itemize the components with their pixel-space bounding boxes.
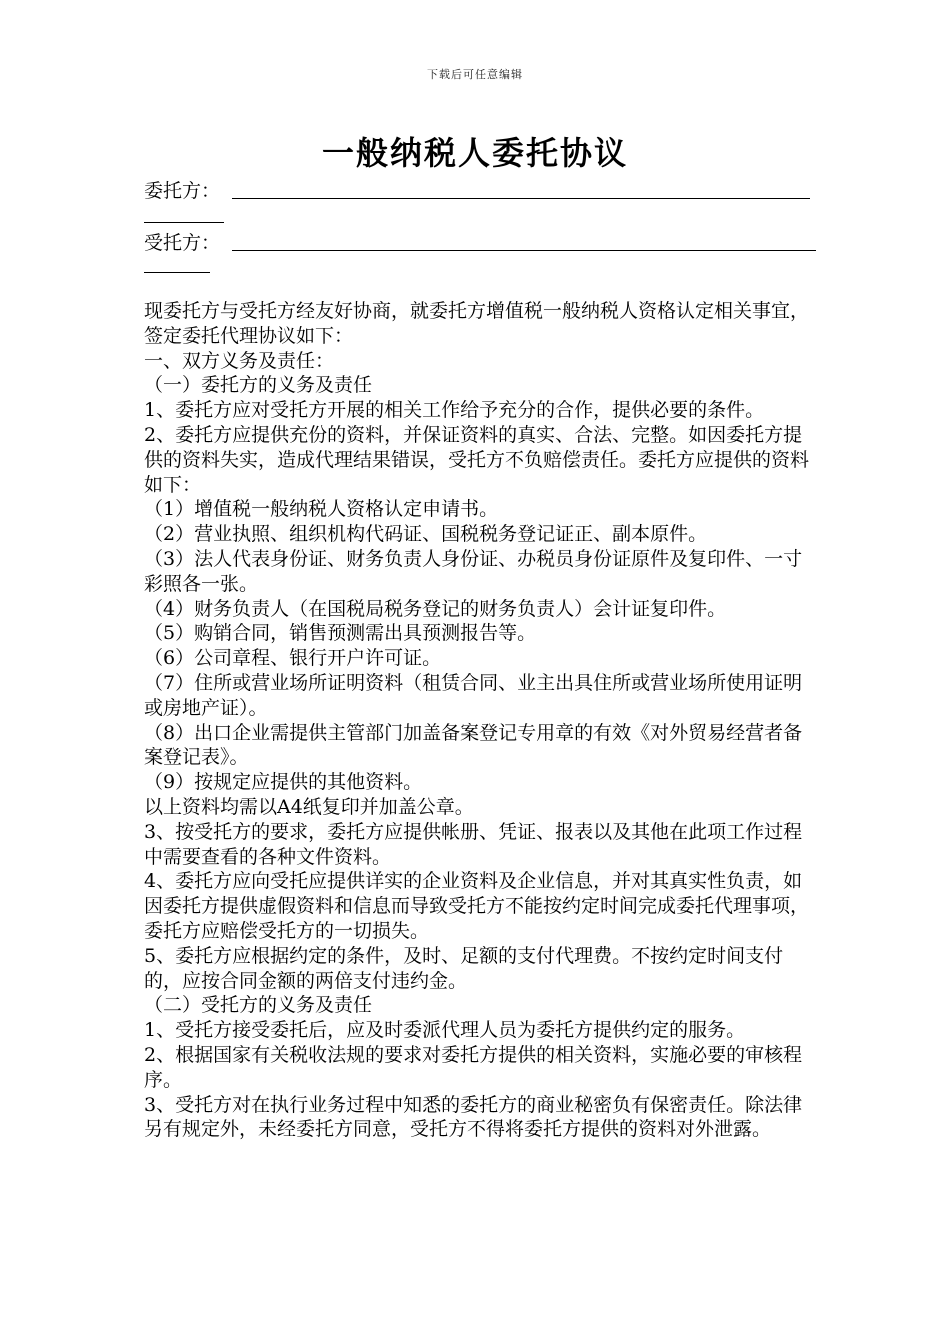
agreement-body <box>144 299 816 1142</box>
document-item-9: （9）按规定应提供的其他资料。 <box>144 771 423 794</box>
document-item-3: （3）法人代表身份证、财务负责人身份证、办税员身份证原件及复印件、一寸彩照各一张。 <box>144 547 803 595</box>
document-item-5: （5）购销合同，销售预测需出具预测报告等。 <box>144 622 537 645</box>
clause-agent-3: 3、受托方对在执行业务过程中知悉的委托方的商业秘密负有保密责任。除法律另有规定外，未经委托方同意，受托方不得将委托方提供的资料对外泄露。 <box>144 1093 803 1141</box>
clause-principal-5: 5、委托方应根据约定的条件，及时、足额的支付代理费。不按约定时间支付的，应按合同金额的两倍支付违约金。 <box>144 944 784 992</box>
agent-blank-line <box>232 250 816 251</box>
header-note: 下载后可任意编辑 <box>427 68 523 81</box>
subsection-heading-principal: （一）委托方的义务及责任 <box>144 374 373 397</box>
clause-principal-2: 2、委托方应提供充份的资料，并保证资料的真实、合法、完整。如因委托方提供的资料失实，造成代理结果错误，受托方不负赔偿责任。委托方应提供的资料如下： <box>144 423 810 496</box>
document-item-4: （4）财务负责人（在国税局税务登记的财务负责人）会计证复印件。 <box>144 597 727 620</box>
document-item-7: （7）住所或营业场所证明资料（租赁合同、业主出具住所或营业场所使用证明或房地产证）。 <box>144 671 803 719</box>
principal-blank-line-continued <box>144 222 224 223</box>
document-title: 一般纳税人委托协议 <box>321 134 628 172</box>
clause-principal-4: 4、委托方应向受托应提供详实的企业资料及企业信息，并对其真实性负责，如因委托方提供虚假资料和信息而导致受托方不能按约定时间完成委托代理事项，委托方应赔偿受托方的一切损失。 <box>144 870 810 942</box>
document-item-8: （8）出口企业需提供主管部门加盖备案登记专用章的有效《对外贸易经营者备案登记表》。 <box>144 721 803 769</box>
clause-agent-2: 2、根据国家有关税收法规的要求对委托方提供的相关资料，实施必要的审核程序。 <box>144 1043 803 1091</box>
principal-label: 委托方： <box>144 180 221 202</box>
paragraph-intro: 现委托方与受托方经友好协商，就委托方增值税一般纳税人资格认定相关事宜，签定委托代理协议如下： <box>144 300 810 347</box>
section-heading-obligations: 一、双方义务及责任： <box>144 349 335 372</box>
document-item-2: （2）营业执照、组织机构代码证、国税税务登记证正、副本原件。 <box>144 523 708 546</box>
document-item-6: （6）公司章程、银行开户许可证。 <box>144 647 442 670</box>
document-item-1: （1）增值税一般纳税人资格认定申请书。 <box>144 498 499 521</box>
clause-principal-1: 1、委托方应对受托方开展的相关工作给予充分的合作，提供必要的条件。 <box>144 399 765 422</box>
clause-agent-1: 1、受托方接受委托后，应及时委派代理人员为委托方提供约定的服务。 <box>144 1019 746 1042</box>
agent-blank-line-continued <box>144 272 210 273</box>
clause-principal-3: 3、按受托方的要求，委托方应提供帐册、凭证、报表以及其他在此项工作过程中需要查看的各种文件资料。 <box>144 820 803 868</box>
copy-requirement-note: 以上资料均需以A4纸复印并加盖公章。 <box>144 795 474 818</box>
subsection-heading-agent: （二）受托方的义务及责任 <box>144 994 373 1017</box>
principal-blank-line <box>232 198 810 199</box>
agent-label: 受托方： <box>144 232 221 254</box>
